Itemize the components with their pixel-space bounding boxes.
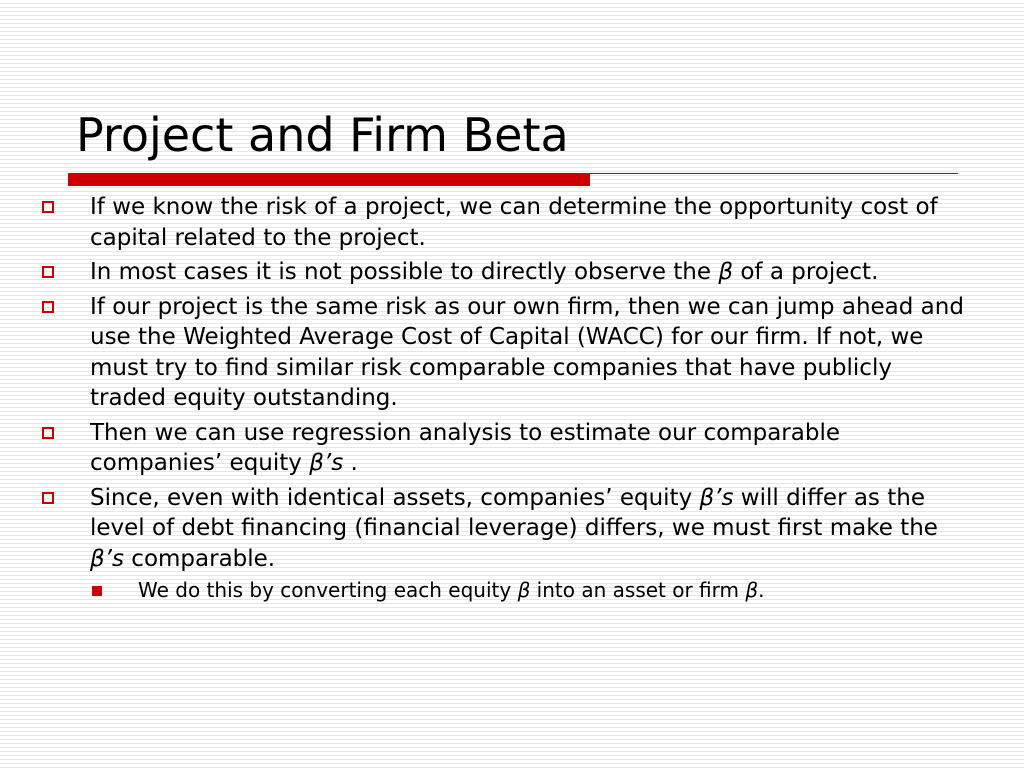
bullet-text-part: of a project. [733, 259, 879, 285]
slide-title: Project and Firm Beta [76, 108, 569, 162]
bullet-text [90, 259, 878, 285]
hollow-square-bullet-icon [42, 301, 54, 313]
hollow-square-bullet-icon [42, 427, 54, 439]
bullet-item [40, 192, 970, 253]
sub-bullet-item [90, 576, 970, 604]
beta-symbol: β [718, 259, 734, 285]
bullet-item [40, 292, 970, 414]
bullet-item [40, 418, 970, 479]
bullet-list [40, 192, 970, 608]
hollow-square-bullet-icon [42, 201, 54, 213]
hollow-square-bullet-icon [42, 266, 54, 278]
bullet-item [40, 483, 970, 605]
hollow-square-bullet-icon [42, 492, 54, 504]
bullet-text-part: Then we can use regression analysis to estimate our comparable companies’ equity [90, 419, 840, 476]
bullet-text-part: Since, even with identical assets, companies’ equity [90, 484, 700, 511]
betas-symbol: β’s [699, 484, 734, 511]
bullet-text: If our project is the same risk as our own firm, then we can jump ahead and use the Weighted Average Cost of Capital (WACC) for our firm. If not, we must try to find similar risk comparable companies that have publicly traded equity outstanding. [90, 293, 964, 411]
betas-symbol: β’s [90, 545, 124, 572]
filled-square-bullet-icon [92, 586, 102, 596]
bullet-text [90, 485, 938, 572]
bullet-text-part: . [758, 578, 765, 602]
title-accent-bar [68, 174, 590, 186]
sub-bullet-text [138, 578, 765, 602]
bullet-text-part: We do this by converting each equity [138, 578, 518, 602]
bullet-text: If we know the risk of a project, we can determine the opportunity cost of capital related to the project. [90, 194, 938, 251]
bullet-text-part: . [343, 450, 358, 476]
bullet-text-part: comparable. [123, 545, 276, 572]
sub-bullet-list [90, 576, 970, 604]
bullet-text-part: In most cases it is not possible to directly observe the [90, 259, 719, 285]
bullet-item [40, 257, 970, 288]
beta-symbol: β [517, 578, 531, 602]
bullet-text-part: into an asset or firm [530, 578, 746, 602]
beta-symbol: β [745, 578, 759, 602]
betas-symbol: β’s [309, 450, 344, 476]
bullet-text [90, 420, 840, 477]
bullet-text-part: will differ as the level of debt financing (financial leverage) differs, we must first make the [90, 484, 938, 541]
